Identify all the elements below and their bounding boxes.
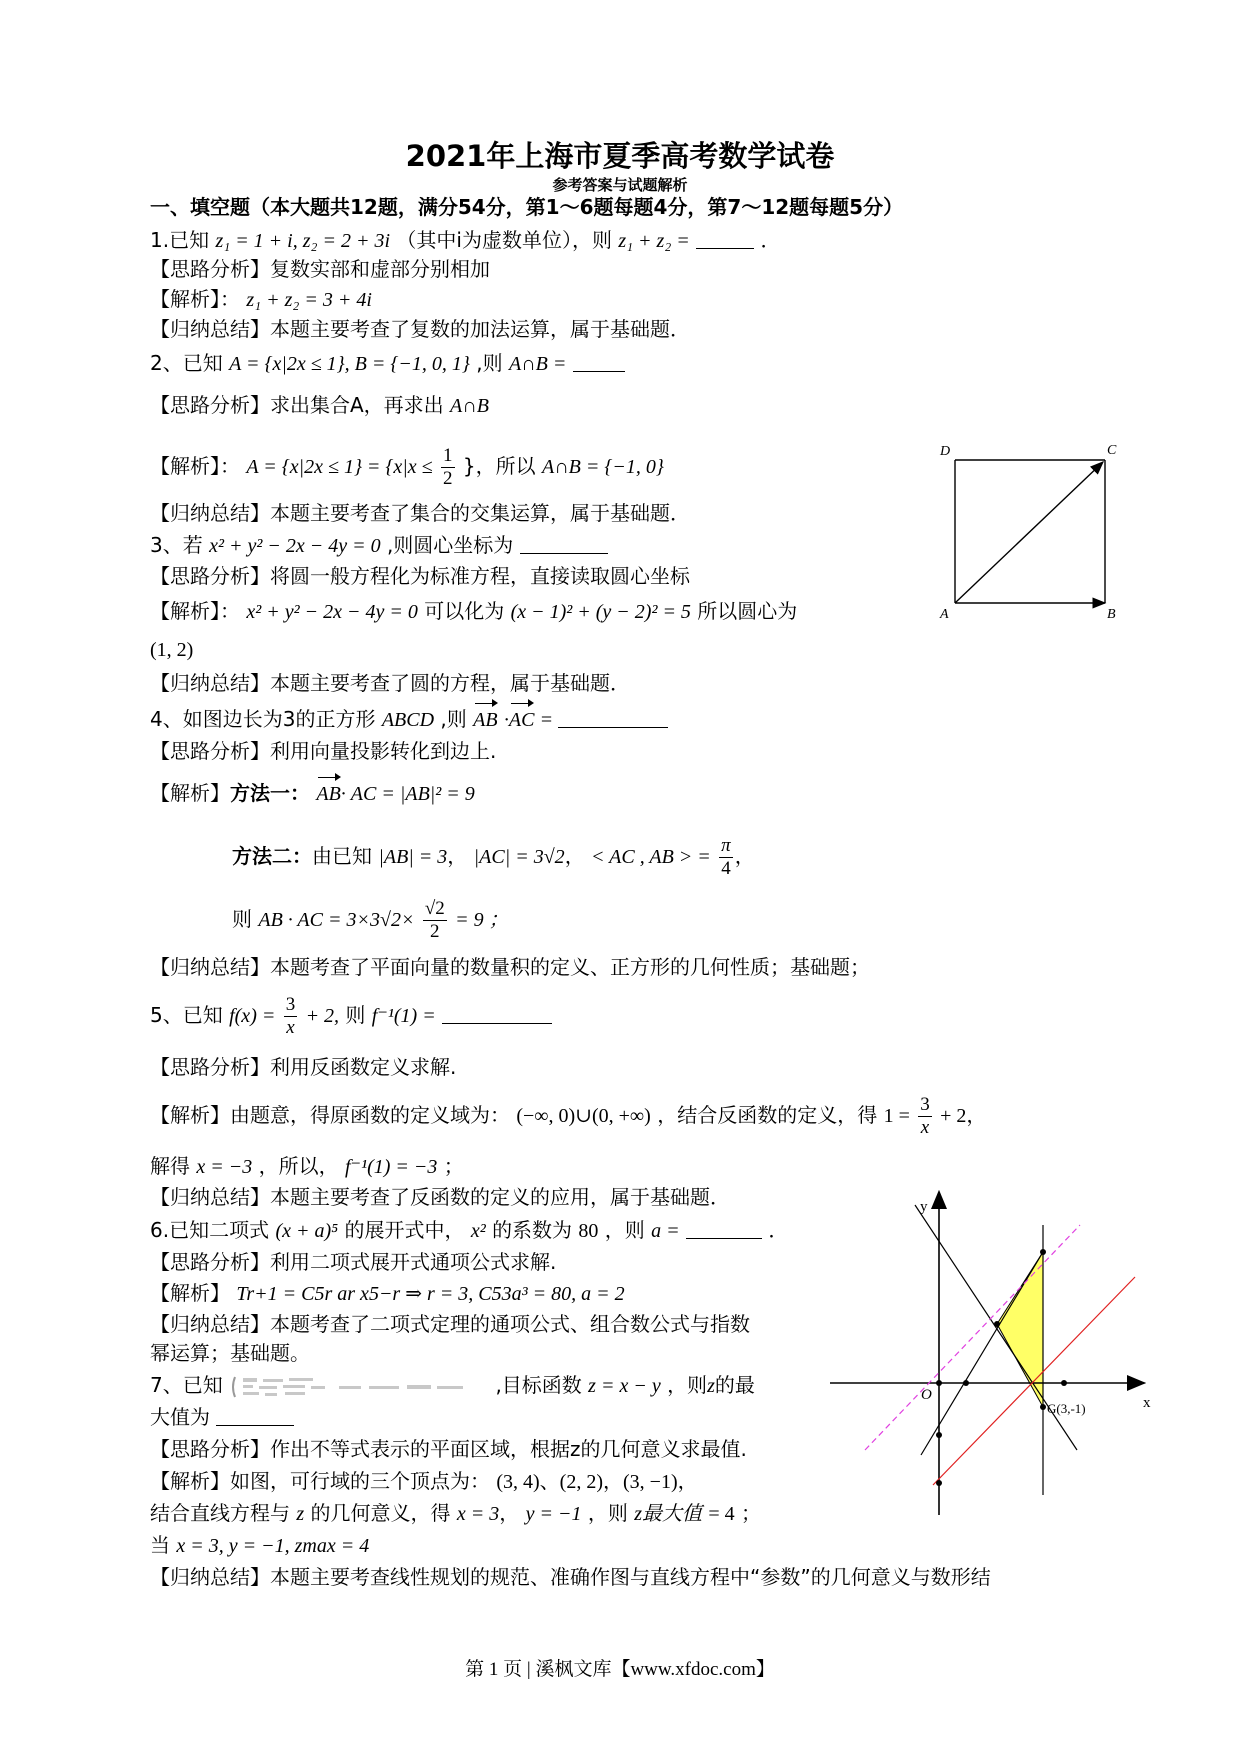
q5-analysis-text: 利用反函数定义求解. bbox=[270, 1055, 457, 1079]
label-a: A bbox=[940, 607, 949, 622]
q6-summary-line2: 幂运算；基础题。 bbox=[150, 1341, 310, 1365]
q2-summary bbox=[150, 500, 690, 526]
q4-method2: 方法二：由已知 |AB| = 3， |AC| = 3√2， < AC , AB > = $\frac{\pi}{4}$ ， bbox=[232, 835, 755, 879]
q2-sol-pre: ： bbox=[220, 454, 240, 478]
q4-method2-v2: |AC| = 3√2 bbox=[473, 846, 565, 868]
q2-solution-expr2: A∩B = {−1, 0} bbox=[541, 456, 664, 478]
q4-four: 4 bbox=[721, 858, 731, 879]
q5-x-val: x = −3 bbox=[196, 1156, 253, 1178]
linear-programming-figure bbox=[825, 1185, 1155, 1525]
solution-label: 【解析】 bbox=[150, 1469, 230, 1493]
q7-sol-end: ， bbox=[677, 1469, 698, 1493]
analysis-label: 【思路分析】 bbox=[150, 739, 270, 763]
vector-ac-arrow bbox=[955, 462, 1103, 603]
q5-fraction bbox=[284, 994, 298, 1039]
page-footer: 第 1 页 | 溪枫文库【www.xfdoc.com】 bbox=[465, 1659, 775, 1680]
summary-label: 【归纳总结】 bbox=[150, 501, 270, 525]
summary-label: 【归纳总结】 bbox=[150, 1185, 270, 1209]
q5-plus2: + 2, bbox=[305, 1005, 340, 1027]
axis-point bbox=[936, 1380, 942, 1386]
q4-ask: ,则 bbox=[440, 707, 467, 731]
q1-expr: z₁ = 1 + i, z₂ = 2 + 3i bbox=[215, 230, 391, 252]
y-axis-label: y bbox=[920, 1199, 928, 1215]
q6-end: ． bbox=[768, 1218, 789, 1242]
q3-summary bbox=[150, 670, 630, 696]
q7-ask-pre: ，则 bbox=[667, 1373, 708, 1397]
q5-sol2-pre: 解得 bbox=[150, 1154, 190, 1178]
q7-analysis-text: 作出不等式表示的平面区域，根据z的几何意义求最值. bbox=[270, 1437, 747, 1461]
q6-analysis-text: 利用二项式展开式通项公式求解. bbox=[270, 1250, 557, 1274]
q5-answer-blank bbox=[442, 1003, 552, 1024]
q1-sol-pre: ： bbox=[220, 287, 240, 311]
q3-answer-blank bbox=[520, 533, 608, 554]
q4-pi: π bbox=[721, 835, 731, 856]
q7-sol3-expr: x = 3, y = −1, zmax = 4 bbox=[176, 1535, 370, 1557]
q2-answer-blank bbox=[573, 351, 625, 372]
q3-solution-expr1: x² + y² − 2x − 4y = 0 bbox=[246, 601, 418, 623]
q3-expr: x² + y² − 2x − 4y = 0 bbox=[209, 535, 381, 557]
q5-x: x bbox=[286, 1017, 295, 1038]
q7-sol2-y: y = −1 bbox=[525, 1503, 582, 1525]
q2-summary-text: 本题主要考查了集合的交集运算，属于基础题． bbox=[270, 501, 690, 525]
q7-sol2-then: ，则 bbox=[587, 1501, 628, 1525]
page-title: 2021年上海市夏季高考数学试卷 bbox=[405, 139, 835, 173]
q6-expr: (x + a)⁵ bbox=[275, 1220, 339, 1242]
q7-prefix: 7、已知 bbox=[150, 1373, 223, 1397]
q2-frac-num: 1 bbox=[443, 445, 453, 466]
q5-sol-mid: ，结合反函数的定义，得 bbox=[657, 1103, 878, 1127]
analysis-label: 【思路分析】 bbox=[150, 1437, 270, 1461]
q1-summary bbox=[150, 316, 690, 342]
q4-then: 则 bbox=[232, 907, 252, 931]
q5-solution: 【解析】由题意，得原函数的定义域为： (−∞, 0)∪(0, +∞) ，结合反函数的定义，得 1 = $\frac{3}{x}$ + 2， bbox=[150, 1094, 987, 1138]
axis-point bbox=[1061, 1380, 1067, 1386]
q6-middle: 的展开式中， bbox=[344, 1218, 465, 1242]
q7-sol2-end: ； bbox=[741, 1501, 761, 1525]
q2-fraction bbox=[441, 445, 455, 490]
q7-ask-post: 的最 bbox=[714, 1373, 755, 1397]
q6-ask-pre: ，则 bbox=[604, 1218, 645, 1242]
q6-coef-pre: 的系数为 bbox=[492, 1218, 573, 1242]
q1-prefix: 1.已知 bbox=[150, 228, 210, 252]
solution-label: 【解析】 bbox=[150, 1103, 230, 1127]
q6-solution bbox=[150, 1280, 625, 1307]
q4-summary-text: 本题考查了平面向量的数量积的定义、正方形的几何性质；基础题； bbox=[270, 955, 870, 979]
q1-question bbox=[150, 227, 781, 254]
q5-analysis bbox=[150, 1054, 456, 1080]
point-g-label: G(3,-1) bbox=[1047, 1401, 1086, 1416]
q7-question-line2 bbox=[150, 1404, 294, 1430]
q1-answer-blank bbox=[696, 228, 754, 249]
q5-fx: f(x) = bbox=[229, 1005, 276, 1027]
q5-domain: (−∞, 0)∪(0, +∞) bbox=[516, 1105, 651, 1127]
q4-calc: AB · AC = 3×3√2× bbox=[258, 909, 415, 931]
square-figure bbox=[935, 440, 1115, 620]
q5-eq: 1 = bbox=[883, 1105, 910, 1127]
q1-solution bbox=[150, 286, 372, 313]
q2-solution-expr1: A = {x|2x ≤ 1} = {x|x ≤ bbox=[246, 456, 433, 478]
q6-summary-text: 本题考查了二项式定理的通项公式、组合数公式与指数 bbox=[270, 1312, 750, 1336]
q2-analysis bbox=[150, 392, 489, 419]
axis-point bbox=[936, 1480, 942, 1486]
q4-method2-pre: 由已知 bbox=[312, 844, 372, 868]
q2-ask: A∩B = bbox=[508, 353, 567, 375]
q6-answer-blank bbox=[686, 1218, 762, 1239]
analysis-label: 【思路分析】 bbox=[150, 564, 270, 588]
summary-label: 【归纳总结】 bbox=[150, 1565, 270, 1589]
q6-prefix: 6.已知二项式 bbox=[150, 1218, 270, 1242]
label-b: B bbox=[1107, 607, 1116, 622]
q3-analysis bbox=[150, 563, 690, 589]
q3-solution-expr2: (x − 1)² + (y − 2)² = 5 bbox=[510, 601, 691, 623]
q4-method1-expr: · AC = |AB|² = 9 bbox=[340, 783, 475, 805]
q3-solution bbox=[150, 598, 797, 625]
q4-question: 4、如图边长为3的正方形 ABCD ,则 AB ·AC = bbox=[150, 706, 668, 733]
solution-label: 【解析】 bbox=[150, 599, 220, 623]
q6-ask: a = bbox=[651, 1220, 680, 1242]
q6-solution-expr: Tr+1 = C5r ar x5−r ⇒ r = 3, C53a³ = 80, a = 2 bbox=[236, 1283, 625, 1305]
q2-question bbox=[150, 350, 625, 377]
q3-summary-text: 本题主要考查了圆的方程，属于基础题． bbox=[270, 671, 630, 695]
section-heading: 一、填空题（本大题共12题，满分54分，第1～6题每题4分，第7～12题每题5分） bbox=[150, 195, 904, 219]
q3-solution-mid: 可以化为 bbox=[424, 599, 505, 623]
solution-label: 【解析】 bbox=[150, 1281, 230, 1305]
q3-ask: ,则圆心坐标为 bbox=[386, 533, 514, 557]
q7-solution-line3 bbox=[150, 1532, 369, 1559]
q4-method2-v1: |AB| = 3 bbox=[378, 846, 448, 868]
summary-label: 【归纳总结】 bbox=[150, 955, 270, 979]
q7-zmax-val: = 4 bbox=[708, 1503, 735, 1525]
q1-solution-expr: z₁ + z₂ = 3 + 4i bbox=[246, 289, 372, 311]
q3-question bbox=[150, 532, 608, 559]
q2-solution-mid: }，所以 bbox=[462, 454, 536, 478]
q5-summary-text: 本题主要考查了反函数的定义的应用，属于基础题． bbox=[270, 1185, 730, 1209]
q5-sol-pre: 由题意，得原函数的定义域为： bbox=[230, 1103, 510, 1127]
vertex-point bbox=[994, 1321, 1000, 1327]
q4-method1: 【解析】方法一： AB· AC = |AB|² = 9 bbox=[150, 781, 475, 805]
q5-question bbox=[150, 990, 552, 1041]
page-subtitle: 参考答案与试题解析 bbox=[552, 176, 688, 194]
q7-solution bbox=[150, 1468, 698, 1495]
q6-analysis bbox=[150, 1249, 556, 1275]
q4-two: 2 bbox=[430, 921, 440, 942]
q4-result: = 9 ； bbox=[455, 909, 509, 931]
q2-expr: A = {x|2x ≤ 1}, B = {−1, 0, 1} bbox=[229, 353, 470, 375]
solution-label: 【解析】 bbox=[150, 781, 230, 805]
q6-question bbox=[150, 1217, 788, 1244]
q1-ask: z₁ + z₂ = bbox=[618, 230, 690, 252]
q5-sol-plus2: + 2 bbox=[940, 1105, 967, 1127]
analysis-label: 【思路分析】 bbox=[150, 1250, 270, 1274]
vertex-point bbox=[1040, 1404, 1046, 1410]
q3-solution-end: 所以圆心为 bbox=[697, 599, 798, 623]
q1-summary-text: 本题主要考查了复数的加法运算，属于基础题． bbox=[270, 317, 690, 341]
q5-summary bbox=[150, 1184, 730, 1210]
q1-analysis bbox=[150, 256, 490, 282]
q7-vertices: (3, 4)、(2, 2)，(3, −1) bbox=[496, 1471, 678, 1493]
objective-line-dashed bbox=[865, 1225, 1080, 1450]
q7-summary-text: 本题主要考查线性规划的规范、准确作图与直线方程中“参数”的几何意义与数形结 bbox=[270, 1565, 991, 1589]
q7-sol2-pre: 结合直线方程与 bbox=[150, 1501, 290, 1525]
q7-sol-pre: 如图，可行域的三个顶点为： bbox=[230, 1469, 490, 1493]
q5-sol2-mid: ，所以， bbox=[258, 1154, 339, 1178]
q3-sol-pre: ： bbox=[220, 599, 240, 623]
q5-sol2-end: ； bbox=[443, 1154, 464, 1178]
q2-analysis-text: 求出集合A，再求出 bbox=[270, 393, 444, 417]
q1-middle: （其中i为虚数单位），则 bbox=[396, 228, 612, 252]
q7-sol2-mid: 的几何意义，得 bbox=[310, 1501, 451, 1525]
q5-ask-pre: 则 bbox=[345, 1003, 366, 1027]
analysis-label: 【思路分析】 bbox=[150, 393, 270, 417]
q5-solution-line2 bbox=[150, 1153, 464, 1180]
q7-zmax-label: z最大值 bbox=[634, 1503, 702, 1525]
q6-summary bbox=[150, 1311, 750, 1337]
q2-frac-den: 2 bbox=[443, 468, 453, 489]
q5-f-val: f⁻¹(1) = −3 bbox=[344, 1156, 438, 1178]
q4-method2-v3: < AC , AB > = bbox=[591, 846, 711, 868]
q4-pi-fraction bbox=[719, 835, 733, 880]
analysis-label: 【思路分析】 bbox=[150, 257, 270, 281]
summary-label: 【归纳总结】 bbox=[150, 671, 270, 695]
axis-point bbox=[963, 1380, 969, 1386]
vertex-point bbox=[1040, 1249, 1046, 1255]
summary-label: 【归纳总结】 bbox=[150, 1312, 270, 1336]
q4-sqrt2: √2 bbox=[424, 898, 445, 919]
q4-method2-calc bbox=[232, 893, 509, 946]
q4-sqrt-fraction bbox=[423, 898, 447, 943]
blurred-constraints bbox=[229, 1374, 489, 1400]
q7-sol2-x: x = 3 bbox=[456, 1503, 500, 1525]
label-d: D bbox=[940, 444, 951, 459]
q5-sol-fraction: $\frac{3}{x}$ bbox=[920, 1094, 930, 1138]
q4-analysis-text: 利用向量投影转化到边上. bbox=[270, 739, 497, 763]
q7-ask-z: z bbox=[707, 1375, 715, 1397]
q4-shape: ABCD bbox=[381, 709, 435, 731]
q2-analysis-expr: A∩B bbox=[450, 395, 489, 417]
q7-question bbox=[150, 1372, 755, 1400]
q2-solution bbox=[150, 438, 664, 495]
summary-label: 【归纳总结】 bbox=[150, 317, 270, 341]
q4-answer-blank bbox=[558, 707, 668, 728]
q4-prefix: 4、如图边长为3的正方形 bbox=[150, 707, 376, 731]
q5-three: 3 bbox=[285, 994, 296, 1015]
q3-prefix: 3、若 bbox=[150, 533, 203, 557]
q7-answer-blank bbox=[216, 1405, 294, 1426]
q7-analysis bbox=[150, 1436, 747, 1462]
q1-analysis-text: 复数实部和虚部分别相加 bbox=[270, 257, 490, 281]
solution-label: 【解析】 bbox=[150, 287, 220, 311]
q7-middle: ,目标函数 bbox=[495, 1373, 582, 1397]
method1-label: 方法一： bbox=[230, 781, 310, 805]
q6-coef: 80 bbox=[578, 1220, 599, 1242]
q7-sol2-z: z bbox=[296, 1503, 305, 1525]
q4-summary bbox=[150, 954, 870, 980]
q3-answer: (1, 2) bbox=[150, 639, 194, 661]
q2-middle: ,则 bbox=[476, 351, 503, 375]
q1-end: ． bbox=[760, 228, 781, 252]
axis-point bbox=[936, 1432, 942, 1438]
analysis-label: 【思路分析】 bbox=[150, 1055, 270, 1079]
solution-label: 【解析】 bbox=[150, 454, 220, 478]
q7-line2: 大值为 bbox=[150, 1405, 210, 1429]
x-axis-label: x bbox=[1143, 1395, 1151, 1411]
q4-analysis bbox=[150, 738, 496, 764]
method2-label: 方法二： bbox=[232, 844, 312, 868]
q7-solution-line2: 结合直线方程与 z 的几何意义，得 x = 3， y = −1 ，则 z最大值 = 4 ； bbox=[150, 1501, 761, 1525]
q7-summary bbox=[150, 1564, 991, 1590]
q5-ask: f⁻¹(1) = bbox=[371, 1005, 436, 1027]
q3-analysis-text: 将圆一般方程化为标准方程，直接读取圆心坐标 bbox=[270, 564, 690, 588]
q2-prefix: 2、已知 bbox=[150, 351, 223, 375]
q7-objective: z = x − y bbox=[588, 1375, 661, 1397]
q5-prefix: 5、已知 bbox=[150, 1003, 223, 1027]
label-c: C bbox=[1107, 443, 1117, 458]
origin-label: O bbox=[921, 1387, 932, 1403]
q7-sol3-pre: 当 bbox=[150, 1533, 170, 1557]
q6-x2: x² bbox=[470, 1220, 486, 1242]
